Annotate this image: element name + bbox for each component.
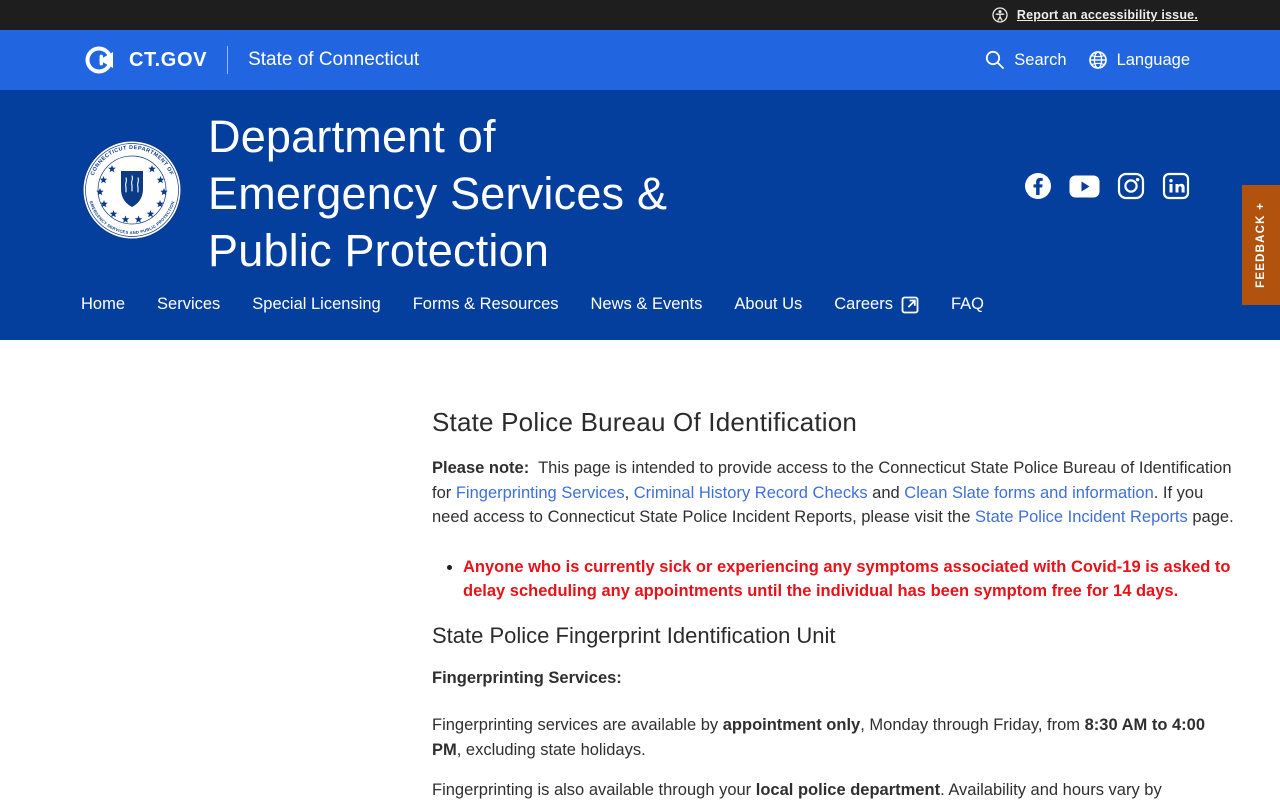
facebook-icon: [1024, 172, 1052, 200]
text-segment: page.: [1187, 508, 1234, 526]
globe-icon: [1087, 49, 1109, 71]
inline-link[interactable]: Fingerprinting Services: [455, 483, 625, 502]
text-segment: and: [867, 483, 905, 502]
nav-item-careers[interactable]: [834, 295, 919, 314]
covid-alert-list: [463, 555, 1238, 604]
instagram-icon: [1117, 172, 1145, 200]
appointments-paragraph: [432, 713, 1238, 762]
inline-link[interactable]: State Police Incident Reports: [974, 508, 1188, 526]
youtube-icon: [1069, 175, 1100, 198]
text-segment: Anyone who is currently sick or experiencing any symptoms associated with Covid-19 is asked to delay scheduling any appointments until the individual has been symptom free for 14 days.: [463, 557, 1231, 600]
text-segment: . If you need access to Connecticut State Police Incident Reports, please visit the: [432, 483, 1204, 526]
nav-item-careers-label: Careers: [834, 295, 893, 313]
ctgov-home-link[interactable]: [80, 41, 207, 79]
accessibility-bar: [0, 0, 1280, 30]
facebook-link[interactable]: [1024, 172, 1052, 200]
nav-item-special-licensing[interactable]: Special Licensing: [252, 295, 381, 313]
feedback-tab-label: FEEDBACK +: [1255, 202, 1267, 288]
youtube-link[interactable]: [1069, 175, 1100, 198]
page-title: State Police Bureau Of Identification: [432, 407, 858, 437]
text-segment: Fingerprinting services are available by: [432, 716, 723, 734]
text-segment: local police department: [755, 781, 941, 799]
nav-item-home[interactable]: Home: [81, 295, 126, 313]
utility-bar: [0, 30, 1280, 90]
text-segment: ,: [624, 483, 634, 502]
accessibility-person-icon: [992, 7, 1008, 23]
linkedin-link[interactable]: [1162, 172, 1190, 200]
seal-top-text: CONNECTICUT DEPARTMENT OF: [89, 144, 175, 177]
agency-title: [208, 108, 667, 279]
ctgov-brand-text: CT.GOV: [129, 48, 208, 71]
accessibility-link[interactable]: Report an accessibility issue.: [1016, 8, 1198, 22]
feedback-tab[interactable]: [1242, 185, 1280, 305]
nav-item-faq[interactable]: FAQ: [950, 295, 984, 313]
fingerprinting-services-label: Fingerprinting Services:: [432, 668, 622, 687]
agency-title-line: Emergency Services &: [208, 168, 668, 219]
inline-link[interactable]: Criminal History Record Checks: [633, 483, 868, 502]
main-nav: [0, 279, 1280, 340]
text-segment: appointment only: [722, 716, 861, 734]
ctgov-logo-icon: [80, 41, 118, 79]
social-links: [1024, 172, 1190, 200]
text-segment: This page is intended to provide access to the Connecticut State Police Bureau of Identification for: [432, 459, 1232, 502]
text-segment: Fingerprinting is also available through your: [432, 781, 756, 799]
seal-bottom-text: EMERGENCY SERVICES AND PUBLIC PROTECTION: [88, 200, 176, 236]
hero-top: [0, 108, 1280, 279]
please-note-paragraph: [432, 456, 1238, 530]
text-segment: 8:30 AM to 4:00 PM: [432, 716, 1206, 759]
text-segment: Please note:: [432, 459, 530, 477]
agency-seal: [82, 140, 182, 240]
section-title: State Police Fingerprint Identification Unit: [432, 622, 836, 648]
search-button[interactable]: [984, 49, 1066, 71]
language-button[interactable]: [1087, 49, 1190, 71]
nav-item-forms-resources[interactable]: Forms & Resources: [412, 295, 559, 313]
text-segment: , excluding state holidays.: [456, 740, 646, 759]
main-content: [432, 407, 1238, 800]
local-pd-paragraph: [432, 778, 1238, 800]
agency-title-line: Public Protection: [208, 225, 550, 276]
search-label: Search: [1014, 50, 1067, 69]
nav-item-about-us[interactable]: About Us: [734, 295, 803, 313]
external-link-icon: [901, 296, 919, 314]
site-name-link[interactable]: State of Connecticut: [248, 49, 420, 70]
nav-item-services[interactable]: Services: [157, 295, 221, 313]
agency-title-line: Department of: [208, 111, 496, 162]
utility-actions: [984, 49, 1190, 71]
agency-header: [0, 90, 1280, 340]
inline-link[interactable]: Clean Slate forms and information: [904, 483, 1154, 502]
nav-item-news-events[interactable]: News & Events: [590, 295, 703, 313]
instagram-link[interactable]: [1117, 172, 1145, 200]
language-label: Language: [1116, 50, 1190, 69]
utility-divider: [227, 46, 228, 74]
linkedin-icon: [1162, 172, 1190, 200]
text-segment: , Monday through Friday, from: [860, 716, 1085, 734]
text-segment: . Availability and hours vary by: [940, 781, 1162, 799]
covid-alert-item: [463, 555, 1238, 604]
search-icon: [984, 49, 1006, 71]
